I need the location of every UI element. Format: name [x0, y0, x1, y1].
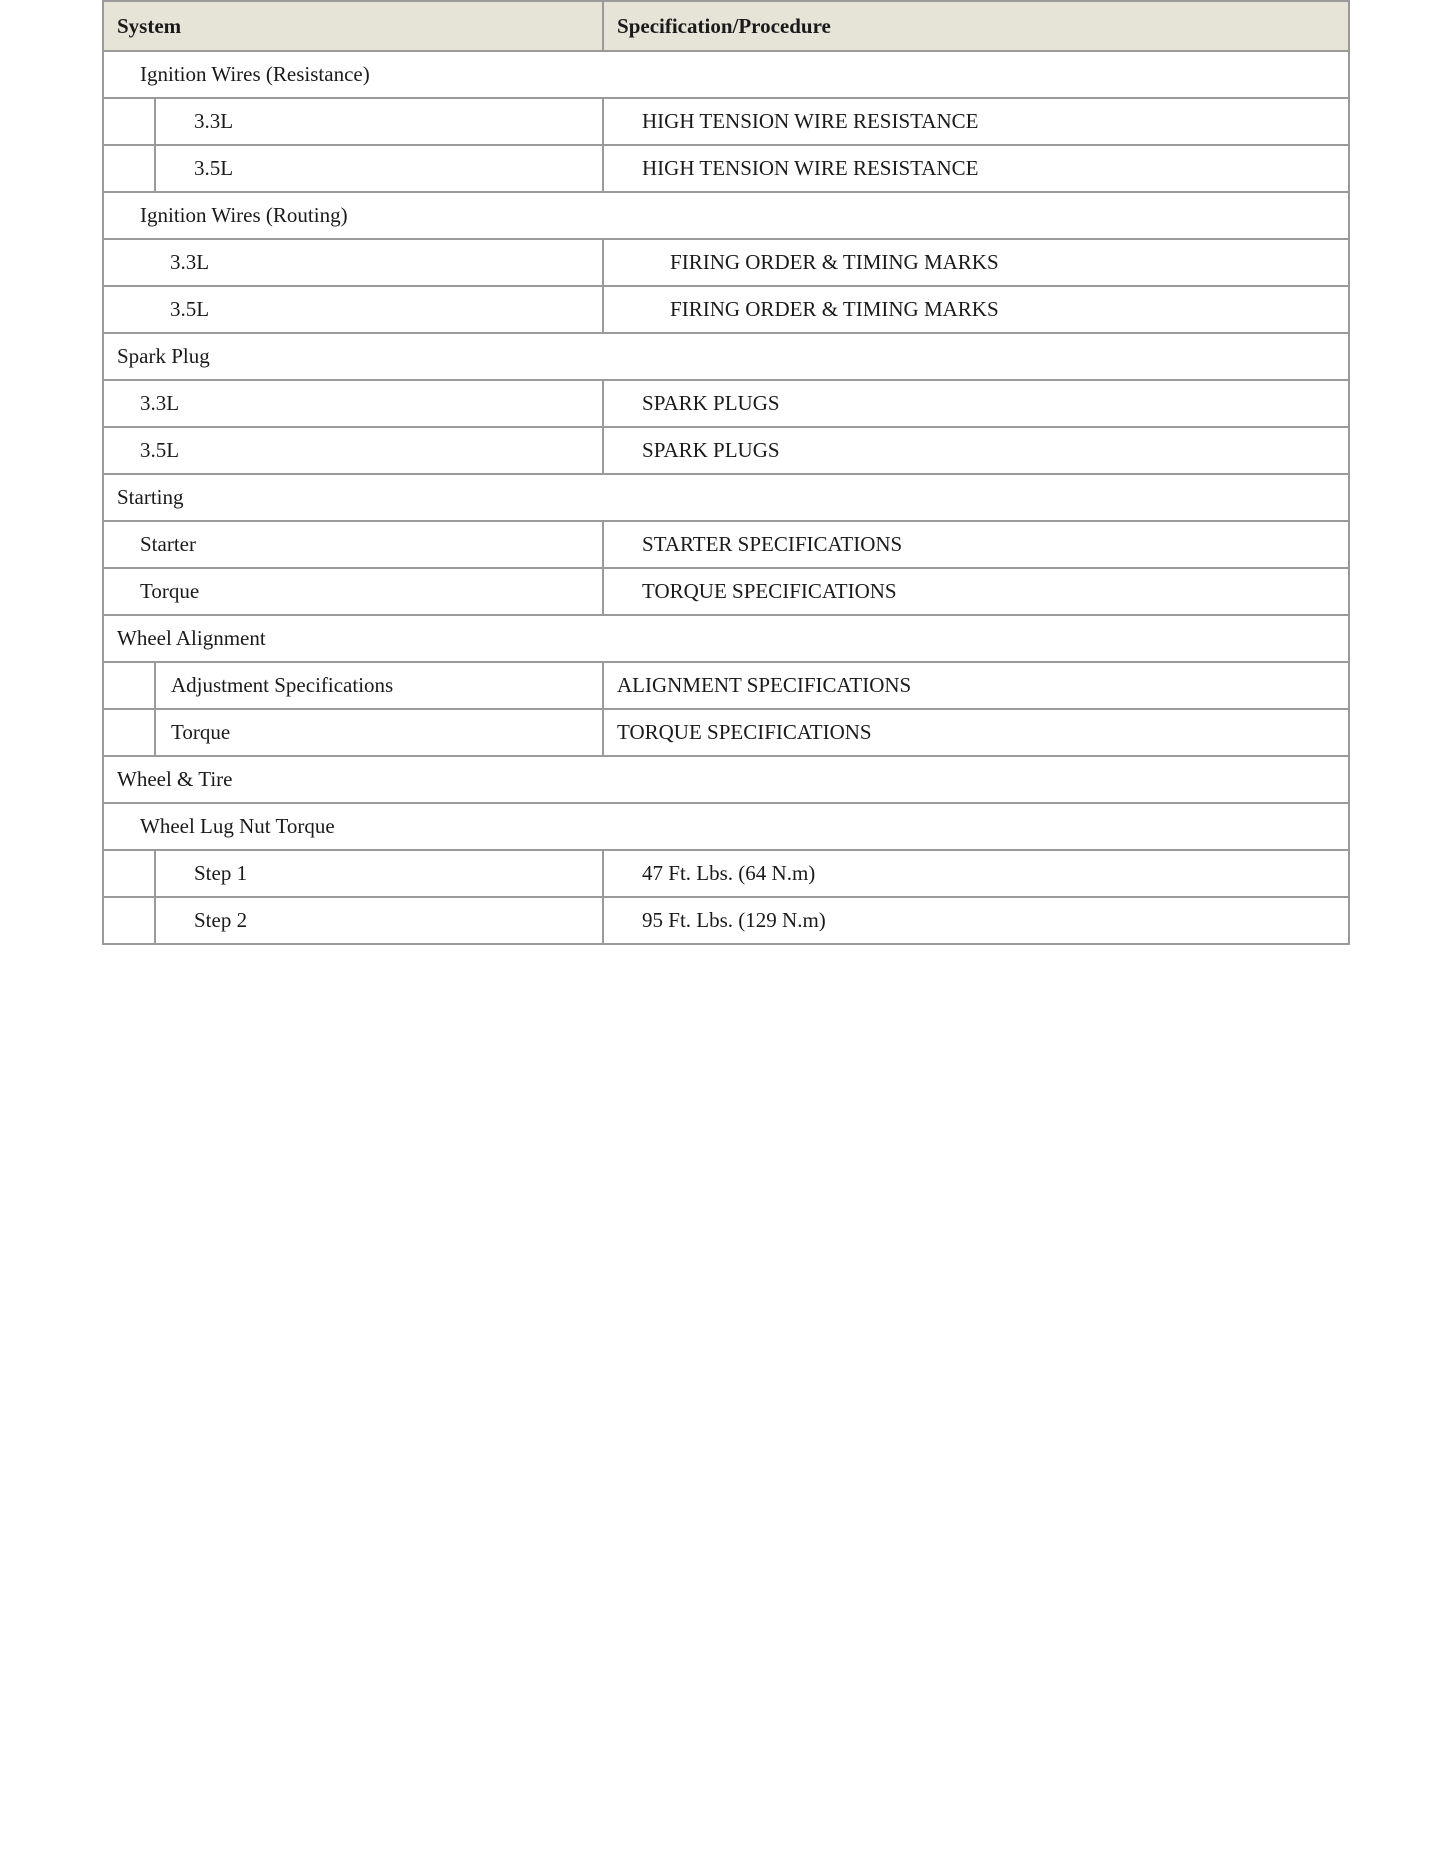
- table-row: [103, 662, 1349, 709]
- subgroup-label: Wheel Lug Nut Torque: [103, 803, 1349, 850]
- spec-cell: TORQUE SPECIFICATIONS: [603, 568, 1349, 615]
- indent-cell: [103, 709, 155, 756]
- system-cell: 3.3L: [103, 380, 603, 427]
- group-label: Ignition Wires (Routing): [103, 192, 1349, 239]
- spec-cell: 47 Ft. Lbs. (64 N.m): [603, 850, 1349, 897]
- table-row: [103, 51, 1349, 98]
- table-row: [103, 568, 1349, 615]
- table-row: [103, 380, 1349, 427]
- table-row: [103, 897, 1349, 944]
- group-label: Starting: [103, 474, 1349, 521]
- indent-cell: [103, 662, 155, 709]
- group-label: Wheel Alignment: [103, 615, 1349, 662]
- table-row: [103, 239, 1349, 286]
- spec-cell: FIRING ORDER & TIMING MARKS: [603, 239, 1349, 286]
- spec-cell: STARTER SPECIFICATIONS: [603, 521, 1349, 568]
- indent-cell: [103, 897, 155, 944]
- table-row: [103, 615, 1349, 662]
- table-row: [103, 474, 1349, 521]
- spec-cell: HIGH TENSION WIRE RESISTANCE: [603, 98, 1349, 145]
- system-cell: 3.3L: [155, 98, 603, 145]
- spec-cell: HIGH TENSION WIRE RESISTANCE: [603, 145, 1349, 192]
- spec-cell: 95 Ft. Lbs. (129 N.m): [603, 897, 1349, 944]
- system-cell: 3.5L: [155, 145, 603, 192]
- spec-cell: FIRING ORDER & TIMING MARKS: [603, 286, 1349, 333]
- system-cell: Step 1: [155, 850, 603, 897]
- table-row: [103, 145, 1349, 192]
- table-row: [103, 427, 1349, 474]
- system-cell: Torque: [155, 709, 603, 756]
- table-row: [103, 98, 1349, 145]
- spec-cell: TORQUE SPECIFICATIONS: [603, 709, 1349, 756]
- spec-cell: ALIGNMENT SPECIFICATIONS: [603, 662, 1349, 709]
- group-label: Ignition Wires (Resistance): [103, 51, 1349, 98]
- header-specification: Specification/Procedure: [603, 1, 1349, 51]
- spec-cell: SPARK PLUGS: [603, 427, 1349, 474]
- table-row: [103, 803, 1349, 850]
- group-label: Wheel & Tire: [103, 756, 1349, 803]
- table-row: [103, 286, 1349, 333]
- table-row: [103, 709, 1349, 756]
- system-cell: Torque: [103, 568, 603, 615]
- indent-cell: [103, 145, 155, 192]
- table-row: [103, 521, 1349, 568]
- table-row: [103, 850, 1349, 897]
- system-cell: Step 2: [155, 897, 603, 944]
- group-label: Spark Plug: [103, 333, 1349, 380]
- system-cell: 3.3L: [103, 239, 603, 286]
- indent-cell: [103, 850, 155, 897]
- indent-cell: [103, 98, 155, 145]
- table-row: [103, 333, 1349, 380]
- table-row: [103, 192, 1349, 239]
- system-cell: 3.5L: [103, 286, 603, 333]
- system-cell: Adjustment Specifications: [155, 662, 603, 709]
- header-system: System: [103, 1, 603, 51]
- table-row: [103, 756, 1349, 803]
- specification-table: [102, 0, 1350, 945]
- system-cell: 3.5L: [103, 427, 603, 474]
- spec-cell: SPARK PLUGS: [603, 380, 1349, 427]
- table-header-row: [103, 1, 1349, 51]
- system-cell: Starter: [103, 521, 603, 568]
